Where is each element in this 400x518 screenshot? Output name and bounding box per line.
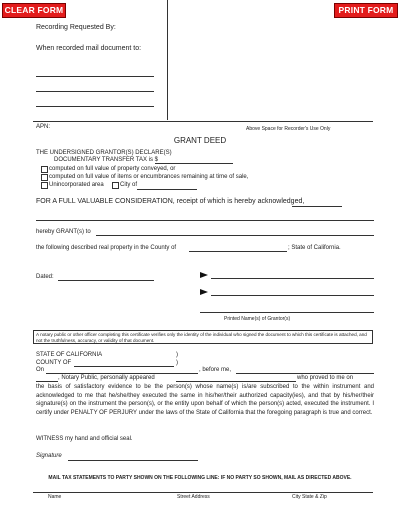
notary-acknowledgment-text: the basis of satisfactory evidence to be the person(s) whose name(s) is/are subscribed to the within instrument and acknowledged to me that he/she/they executed the same in his/her/their authorized capacity(ies), and that by his/her/their signature(s) on the instrument the person(s), or the entity upon behalf of which the person(s) acted, executed the instrument. I certify under PENALTY OF PERJURY under the laws of the State of California that the foregoing paragraph is true and correct. bbox=[36, 384, 374, 416]
grantor-declares-label: THE UNDERSIGNED GRANTOR(S) DECLARE(S) bbox=[36, 150, 172, 156]
sign-here-arrow-icon bbox=[200, 272, 208, 278]
print-form-button[interactable]: PRINT FORM bbox=[334, 3, 398, 18]
hereby-grants-label: hereby GRANT(s) to bbox=[36, 229, 91, 235]
apn-label: APN: bbox=[36, 124, 51, 130]
signature-label: Signature bbox=[36, 453, 62, 459]
when-recorded-label: When recorded mail document to: bbox=[36, 45, 142, 52]
mail-to-line-2[interactable] bbox=[36, 91, 154, 92]
less-liens-checkbox[interactable] bbox=[41, 174, 48, 181]
notary-notice-text: A notary public or other officer completing this certificate verifies only the identity of the individual who signed the document to which this certificate is attached, and not the truthfulness, accuracy, or validity of that document. bbox=[36, 332, 367, 343]
mail-tax-address-input[interactable] bbox=[33, 492, 373, 493]
county-text: the following described real property in the County of bbox=[36, 245, 177, 251]
notary-county-input[interactable] bbox=[74, 366, 174, 367]
grantee-input[interactable] bbox=[96, 235, 374, 236]
less-liens-label: computed on full value of items or encumbrances remaining at time of sale, bbox=[49, 174, 249, 180]
notary-signature-input[interactable] bbox=[68, 460, 198, 461]
recorder-divider bbox=[167, 0, 168, 120]
footer-street-label: Street Address bbox=[177, 494, 210, 500]
page-title: GRANT DEED bbox=[173, 136, 227, 145]
footer-city-label: City State & Zip bbox=[292, 494, 327, 500]
footer-name-label: Name bbox=[48, 494, 62, 500]
city-input[interactable] bbox=[137, 189, 197, 190]
sign-here-arrow-icon bbox=[200, 289, 208, 295]
recording-requested-label: Recording Requested By: bbox=[36, 24, 116, 31]
grantor-signature-line-2[interactable] bbox=[211, 295, 374, 296]
dated-input[interactable] bbox=[58, 280, 154, 281]
notary-name-input[interactable] bbox=[236, 373, 374, 374]
recorder-space-label: Above Space for Recorder's Use Only bbox=[246, 126, 331, 132]
dated-label: Dated: bbox=[36, 274, 54, 280]
city-checkbox[interactable] bbox=[112, 182, 119, 189]
full-value-checkbox[interactable] bbox=[41, 166, 48, 173]
printed-names-label: Printed Name(s) of Grantor(s) bbox=[224, 316, 291, 322]
state-text: ; State of California. bbox=[288, 245, 341, 251]
proved-label: who proved to me on bbox=[297, 375, 354, 381]
county-of-label: COUNTY OF bbox=[36, 360, 72, 366]
notary-notice-box bbox=[33, 330, 373, 344]
consideration-line-2[interactable] bbox=[36, 220, 374, 221]
header-rule bbox=[33, 121, 373, 122]
consideration-text: FOR A FULL VALUABLE CONSIDERATION, receipt of which is hereby acknowledged, bbox=[36, 198, 305, 205]
unincorporated-label: Unincorporated area bbox=[49, 182, 104, 188]
appeared-label: , Notary Public, personally appeared bbox=[58, 375, 155, 381]
clear-form-button[interactable]: CLEAR FORM bbox=[2, 3, 66, 18]
state-of-label: STATE OF CALIFORNIA bbox=[36, 352, 103, 358]
mail-to-line-3[interactable] bbox=[36, 106, 154, 107]
transfer-tax-label: DOCUMENTARY TRANSFER TAX is $ bbox=[54, 157, 159, 163]
grantor-signature-line-1[interactable] bbox=[211, 278, 374, 279]
notary-officer-input[interactable] bbox=[36, 381, 58, 382]
transfer-tax-input[interactable] bbox=[155, 163, 233, 164]
mail-tax-instructions: MAIL TAX STATEMENTS TO PARTY SHOWN ON THE FOLLOWING LINE: IF NO PARTY SO SHOWN, MAIL AS DIRECTED ABOVE. bbox=[48, 475, 352, 481]
witness-label: WITNESS my hand and official seal. bbox=[36, 436, 133, 442]
on-label: On bbox=[36, 367, 45, 373]
full-value-label: computed on full value of property conveyed, or bbox=[49, 166, 176, 172]
appeared-input[interactable] bbox=[176, 381, 296, 382]
city-label: City of bbox=[120, 182, 138, 188]
before-me-label: , before me, bbox=[199, 367, 232, 373]
county-input[interactable] bbox=[189, 251, 287, 252]
unincorporated-checkbox[interactable] bbox=[41, 182, 48, 189]
consideration-input[interactable] bbox=[292, 206, 342, 207]
mail-to-line-1[interactable] bbox=[36, 76, 154, 77]
printed-names-input[interactable] bbox=[200, 312, 374, 313]
notary-date-input[interactable] bbox=[46, 373, 198, 374]
